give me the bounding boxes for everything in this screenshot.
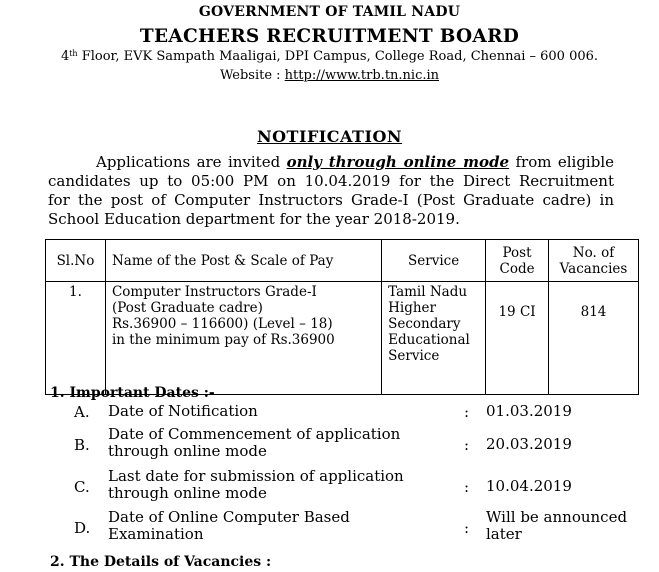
- address-text: Floor, EVK Sampath Maaligai, DPI Campus, College Road, Chennai – 600 006.: [77, 49, 599, 64]
- item-letter: D.: [74, 519, 91, 537]
- online-mode-emphasis: only through online mode: [286, 153, 510, 171]
- item-value: 20.03.2019: [486, 435, 572, 453]
- header-slno: Sl.No: [46, 240, 106, 282]
- cell-vacancies: 814: [549, 282, 639, 395]
- item-value: 01.03.2019: [486, 402, 572, 420]
- important-dates-heading: 1. Important Dates :-: [50, 385, 215, 401]
- table-row: [46, 282, 639, 395]
- government-heading: GOVERNMENT OF TAMIL NADU: [198, 4, 461, 20]
- item-value: Will be announced later: [486, 508, 628, 543]
- item-label: Date of Commencement of application through online mode: [108, 425, 401, 460]
- vacancy-table: [45, 239, 639, 395]
- table-header-row: [46, 240, 639, 282]
- header-service: Service: [382, 240, 486, 282]
- cell-service: Tamil Nadu Higher Secondary Educational Service: [382, 282, 486, 395]
- floor-suffix: th: [69, 49, 78, 58]
- paragraph-line: Applications are invited only through online mode from eligible: [96, 153, 614, 171]
- item-label: Date of Notification: [108, 402, 258, 420]
- cell-slno: 1.: [46, 282, 106, 395]
- header-vacancies: No. of Vacancies: [549, 240, 639, 282]
- website-label: Website :: [219, 68, 285, 83]
- paragraph-line: School Education department for the year 2018-2019.: [48, 210, 460, 228]
- notification-paragraph: [48, 153, 614, 229]
- website-line: [0, 68, 659, 83]
- header-post-code: Post Code: [486, 240, 549, 282]
- item-value: 10.04.2019: [486, 477, 572, 495]
- item-colon: :: [464, 436, 470, 454]
- item-colon: :: [464, 519, 470, 537]
- paragraph-line: for the post of Computer Instructors Grade-I (Post Graduate cadre) in: [48, 191, 614, 209]
- item-label: Date of Online Computer Based Examination: [108, 508, 350, 543]
- board-heading: TEACHERS RECRUITMENT BOARD: [139, 26, 520, 47]
- notification-title: NOTIFICATION: [256, 127, 403, 146]
- vacancy-details-heading: 2. The Details of Vacancies :: [50, 554, 272, 570]
- cell-post-code: 19 CI: [486, 282, 549, 395]
- item-colon: :: [464, 403, 470, 421]
- item-label: Last date for submission of application through online mode: [108, 467, 404, 502]
- address: [0, 49, 659, 64]
- item-letter: B.: [74, 436, 90, 454]
- header-post-name: Name of the Post & Scale of Pay: [105, 240, 381, 282]
- item-letter: A.: [74, 403, 90, 421]
- item-colon: :: [464, 478, 470, 496]
- paragraph-line: candidates up to 05:00 PM on 10.04.2019 for the Direct Recruitment: [48, 172, 614, 190]
- floor-number: 4: [60, 49, 70, 64]
- cell-post-name: Computer Instructors Grade-I (Post Graduate cadre) Rs.36900 – 116600) (Level – 18) in the minimum pay of Rs.36900: [105, 282, 381, 395]
- item-letter: C.: [74, 478, 90, 496]
- website-link[interactable]: http://www.trb.tn.nic.in: [284, 68, 440, 83]
